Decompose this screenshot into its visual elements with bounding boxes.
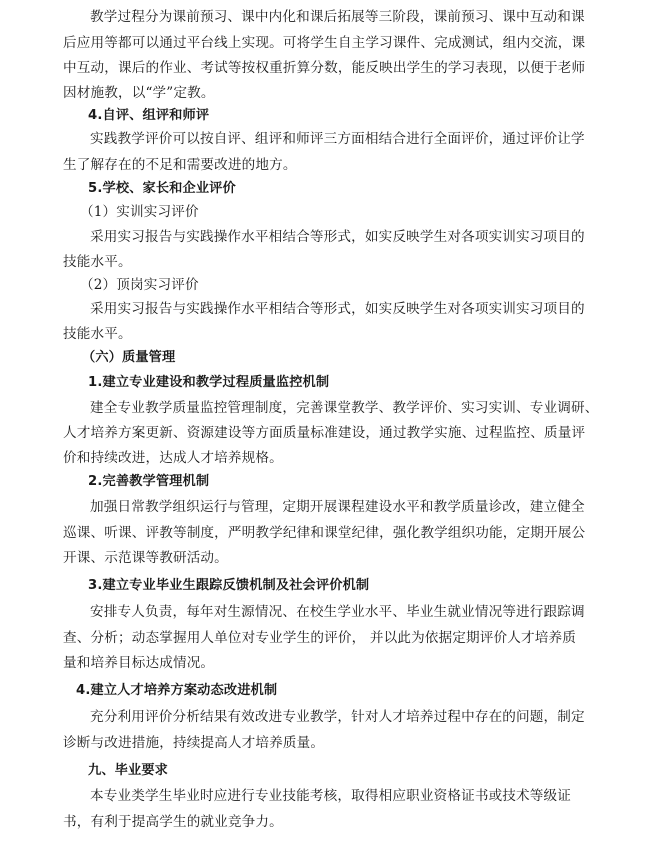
paragraph-line: 查、分析；动态掌握用人单位对专业学生的评价， 并以此为依据定期评价人才培养质: [63, 630, 576, 646]
section-heading: 5.学校、家长和企业评价: [88, 181, 236, 196]
paragraph-line: 实践教学评价可以按自评、组评和师评三方面相结合进行全面评价，通过评价让学: [90, 131, 585, 147]
paragraph-line: 安排专人负责，每年对生源情况、在校生学业水平、毕业生就业情况等进行跟踪调: [90, 604, 585, 620]
paragraph-line: 教学过程分为课前预习、课中内化和课后拓展等三阶段，课前预习、课中互动和课: [90, 9, 585, 25]
section-heading: 1.建立专业建设和教学过程质量监控机制: [88, 375, 330, 390]
chapter-heading: 九、毕业要求: [88, 763, 169, 778]
chapter-heading: （六）质量管理: [82, 350, 176, 365]
paragraph-line: 本专业类学生毕业时应进行专业技能考核，取得相应职业资格证书或技术等级证: [90, 788, 572, 804]
paragraph-line: 中互动，课后的作业、考试等按权重折算分数，能反映出学生的学习表现，以便于老师: [63, 60, 586, 76]
paragraph-line: 充分利用评价分析结果有效改进专业教学，针对人才培养过程中存在的问题，制定: [90, 709, 585, 725]
paragraph-line: 巡课、听课、评教等制度，严明教学纪律和课堂纪律，强化教学组织功能，定期开展公: [63, 525, 586, 541]
paragraph-line: 书，有利于提高学生的就业竞争力。: [63, 814, 283, 830]
section-heading: 4.自评、组评和师评: [88, 108, 210, 123]
paragraph-line: 诊断与改进措施，持续提高人才培养质量。: [63, 735, 325, 751]
paragraph-line: 采用实习报告与实践操作水平相结合等形式，如实反映学生对各项实训实习项目的: [90, 301, 585, 317]
paragraph-line: 采用实习报告与实践操作水平相结合等形式，如实反映学生对各项实训实习项目的: [90, 229, 585, 245]
subsection-heading: （1）实训实习评价: [80, 204, 199, 220]
paragraph-line: 加强日常教学组织运行与管理，定期开展课程建设水平和教学质量诊改，建立健全: [90, 499, 585, 515]
paragraph-line: 价和持续改进，达成人才培养规格。: [63, 450, 283, 466]
paragraph-line: 建全专业教学质量监控管理制度，完善课堂教学、教学评价、实习实训、专业调研、: [90, 400, 599, 416]
paragraph-line: 生了解存在的不足和需要改进的地方。: [63, 157, 297, 173]
paragraph-line: 技能水平。: [63, 326, 132, 342]
paragraph-line: 人才培养方案更新、资源建设等方面质量标准建设，通过教学实施、过程监控、质量评: [63, 425, 586, 441]
section-heading: 2.完善教学管理机制: [88, 474, 210, 489]
paragraph-line: 开课、示范课等教研活动。: [63, 550, 228, 566]
subsection-heading: （2）顶岗实习评价: [80, 277, 199, 293]
paragraph-line: 量和培养目标达成情况。: [63, 655, 215, 671]
paragraph-line: 技能水平。: [63, 254, 132, 270]
paragraph-line: 后应用等都可以通过平台线上实现。可将学生自主学习课件、完成测试，组内交流，课: [63, 35, 586, 51]
section-heading: 3.建立专业毕业生跟踪反馈机制及社会评价机制: [88, 578, 370, 593]
section-heading: 4.建立人才培养方案动态改进机制: [76, 683, 278, 698]
paragraph-line: 因材施教，以“学”定教。: [63, 85, 215, 101]
